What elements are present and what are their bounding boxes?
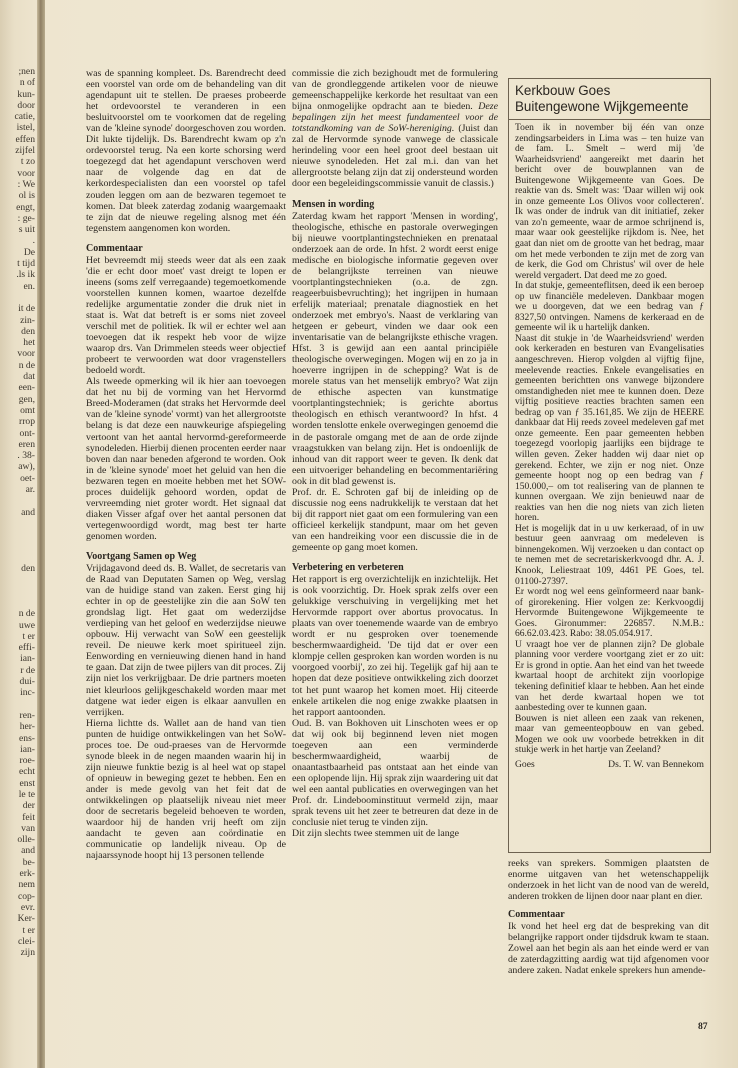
prev-page-fragment: effen bbox=[15, 133, 35, 145]
section-heading: Voortgang Samen op Weg bbox=[86, 550, 197, 562]
prev-page-fragment: dui- bbox=[19, 676, 35, 688]
prev-page-fragment: gen, bbox=[18, 393, 35, 405]
box-title bbox=[509, 79, 710, 120]
prev-page-fragment: door bbox=[17, 99, 35, 111]
paragraph: Zaterdag kwam het rapport 'Mensen in wording', theologische, ethische en pastorale overwegingen bij nieuwe voortplantingstechnieken en prenataal onderzoek aan de orde. In hfst. 2 wordt eerst enige medische en biologische informatie gegeven over de belangrijkste terreinen van nieuwe voortplantingstechnieken (o.a. de zgn. reageerbuisbevruchting); het ingrijpen in humaan erfelijk materiaal; prenatale diagnostiek en het onderzoek met embryo's. Naast de verklaring van hetgeen er gebeurt, vinden we daar ook een inventarisatie van de belangrijkste ethische vragen. Hfst. 3 is gewijd aan een aantal principiële theologische overwegingen. Mogen wij en zo ja in hoeverre ingrijpen in de schepping? Wat is de morele status van het menselijk embryo? Wat zijn de ethische aspecten van kunstmatige voortplantingstechniek; is gerichte abortus theologisch en ethisch verantwoord? In hfst. 4 worden tenslotte enkele overwegingen genoemd die in de pastorale omgang met de aan de orde zijnde vraagstukken van belang zijn. Het is ondoenlijk de inhoud van dit rapport weer te geven. Ik denk dat een uitvoeriger behandeling en becommentariëring ook in dit blad gewenst is. bbox=[292, 210, 498, 487]
prev-page-fragment: be- bbox=[22, 856, 35, 868]
italic-text: Deze bepalingen zijn het meest fundamenteel voor de totstandkoming van de SoW-hereniging. bbox=[292, 101, 499, 135]
prev-page-fragment: t er bbox=[22, 630, 35, 642]
paragraph bbox=[292, 68, 498, 190]
prev-page-fragment: ens- bbox=[19, 732, 35, 744]
sidebar-box-kerkbouw bbox=[508, 78, 711, 853]
column-middle bbox=[292, 68, 498, 860]
paragraph: was de spanning kompleet. Ds. Barendrecht deed een voorstel van orde om de behandeling van dit agendapunt uit te stellen. De praeses probeerde het ordevoorstel te veranderen in een besluitvoorstel om te voorkomen dat de regeling van de 'kleine synode' doorgeschoven zou worden. Dit lukte tijdelijk. Ds. Barendrecht kwam op z'n ordevoorstel terug. Na een korte schorsing werd toegezegd dat het agendapunt verschoven werd naar de volgende dag en dat de kerkordespecialisten dan een voorstel op tafel zouden leggen om aan de bezwaren tegemoet te komen. Dat bleek zaterdag zodanig waargemaakt te zijn dat de nieuwe regeling alsnog met één tegenstem aangenomen kon worden. bbox=[86, 68, 286, 234]
prev-page-fragment: ian- bbox=[20, 653, 35, 665]
prev-page-fragment: ol is bbox=[18, 190, 35, 202]
prev-page-fragment: t tijd bbox=[17, 258, 35, 270]
prev-page-fragment: feit bbox=[22, 811, 35, 823]
prev-page-fragment: inc- bbox=[20, 687, 35, 699]
previous-page-margin bbox=[0, 66, 35, 959]
prev-page-fragment: zijfel bbox=[15, 145, 35, 157]
prev-page-fragment: nem bbox=[18, 879, 35, 891]
box-body bbox=[509, 120, 710, 770]
signature-place: Goes bbox=[515, 758, 535, 770]
prev-page-fragment: aw), bbox=[18, 461, 35, 473]
prev-page-fragment: : We bbox=[17, 178, 35, 190]
prev-page-fragment: ian- bbox=[20, 743, 35, 755]
prev-page-fragment: le te bbox=[18, 789, 35, 800]
prev-page-fragment: der bbox=[22, 800, 35, 812]
prev-page-fragment bbox=[0, 540, 35, 551]
paragraph: Het rapport is erg overzichtelijk en inzichtelijk. Het is ook voorzichtig. Dr. Hoek sprak zelfs over een gelukkige verschuiving in vergelijking met het Hervormde rapport over abortus provocatus. In plaats van over toenemende waarde van de embryo wordt er nu gesproken over toenemende beschermwaardigheid. 'De tijd dat er over een klompje cellen gesproken kan worden worden is nu voorgoed voorbij', zo zei hij. Tegelijk gaf hij aan te hopen dat deze positieve ontwikkeling zich doorzet tot het punt waarop het komen moet. Hij citeerde enkele artikelen die nog enige zwakke plaatsen in het rapport aantoonden. bbox=[292, 574, 498, 718]
prev-page-fragment: Ker- bbox=[17, 913, 35, 925]
prev-page-fragment: omt bbox=[20, 404, 35, 416]
box-title-line: Kerkbouw Goes bbox=[515, 83, 611, 98]
prev-page-fragment: n of bbox=[19, 77, 35, 89]
prev-page-fragment: it de bbox=[18, 303, 35, 315]
prev-page-fragment: n de bbox=[18, 359, 35, 371]
paragraph: In dat stukje, gemeenteflitsen, deed ik een beroep op uw financiële medeleven. Dankbaar mogen we u doorgeven, dat we een bedrag van ƒ 8327,50 ontvingen. Namens de kerkeraad en de gemeente wil ik u hartelijk danken. bbox=[515, 280, 705, 334]
prev-page-fragment bbox=[0, 518, 35, 529]
prev-page-fragment: het bbox=[23, 337, 35, 349]
column-right-bottom bbox=[508, 858, 709, 976]
prev-page-fragment: and bbox=[21, 845, 35, 857]
paragraph: reeks van sprekers. Sommigen plaatsten de enorme uitgaven van het wetenschappelijk onderzoek in het licht van de nood van de wereld, anderen trokken de lijnen door naar plant en dier. bbox=[508, 858, 709, 903]
prev-page-fragment: voor bbox=[17, 348, 35, 360]
prev-page-fragment: engt, bbox=[16, 201, 35, 213]
prev-page-fragment: en. bbox=[23, 280, 35, 292]
prev-page-fragment: kun- bbox=[17, 88, 35, 100]
prev-page-fragment: n de bbox=[18, 608, 35, 620]
prev-page-fragment: istel, bbox=[16, 122, 35, 134]
prev-page-fragment: den bbox=[21, 325, 35, 337]
section-heading: Verbetering en verbeteren bbox=[292, 562, 404, 574]
paragraph: Als tweede opmerking wil ik hier aan toevoegen dat het nu bij de vorming van het Hervormd Breed-Moderamen (dat straks het Hervormde deel van de 'kleine synode' vormt) van het allergrootste belang is dat deze een nauwkeurige afspiegeling vertoont van het aantal hervormd-gereformeerde synodeleden. Hierbij dienen procenten eerder naar boven dan naar beneden afgerond te worden. Ook in de 'kleine synode' moet het geluid van hen die bezwaren tegen en moeite hebben met het SOW-proces duidelijk gehoord worden, opdat de vervreemding niet groter wordt. Het signaal dat diaken Visser afgaf over het aantal personen dat vertegenwoordigd wordt, mag best ter harte genomen worden. bbox=[86, 376, 286, 542]
paragraph: Dit zijn slechts twee stemmen uit de lange bbox=[292, 828, 460, 840]
prev-page-fragment: effi- bbox=[18, 642, 35, 654]
text-run: commissie die zich bezighoudt met de formulering van de grondleggende artikelen voor de nieuwe gemeenschappelijke kerkorde het resultaat van een bijna onmogelijke opdracht aan te bieden. bbox=[292, 68, 498, 113]
section-heading: Mensen in wording bbox=[292, 198, 375, 210]
prev-page-fragment: zijn bbox=[20, 947, 35, 959]
signature bbox=[515, 760, 704, 771]
section-heading: Commentaar bbox=[86, 242, 143, 254]
signature-author: Ds. T. W. van Bennekom bbox=[608, 758, 704, 770]
prev-page-fragment: clei- bbox=[17, 935, 35, 947]
prev-page-fragment: den bbox=[21, 563, 35, 575]
prev-page-fragment: evr. bbox=[20, 901, 35, 913]
prev-page-fragment: catie, bbox=[14, 111, 35, 123]
prev-page-fragment: roe- bbox=[19, 755, 35, 767]
prev-page-fragment: een- bbox=[18, 382, 35, 394]
paragraph: Er wordt nog wel eens geïnformeerd naar bank- of girorekening. Hier volgen ze: Kerkvoogdij Hervormde Buitengewone Wijkgemeente te Goes. Gironummer: 226857. N.M.B.: 66.62.03.423. Rabo: 38.05.054.917. bbox=[515, 586, 704, 640]
paragraph: Prof. dr. E. Schroten gaf bij de inleiding op de discussie nog eens nadrukkelijk te verstaan dat het bij dit rapport niet gaat om een formulering van een officieel kerkelijk standpunt, maar om het geven van een handreiking voor een discussie die in de gemeente op gang moet komen. bbox=[292, 486, 498, 553]
prev-page-fragment bbox=[0, 529, 35, 540]
prev-page-fragment bbox=[0, 699, 35, 710]
prev-page-fragment: van bbox=[21, 822, 35, 834]
prev-page-fragment: t er bbox=[22, 924, 35, 936]
prev-page-fragment: dat bbox=[23, 371, 35, 383]
prev-page-fragment: cop- bbox=[17, 890, 35, 902]
paragraph: Bouwen is niet alleen een zaak van rekenen, maar van gemeenteopbouw en van gebed. Mogen we ook uw voorbede betrekken in dit stukje werk in het hartje van Zeeland? bbox=[515, 712, 704, 756]
prev-page-fragment: eren bbox=[18, 438, 35, 450]
prev-page-fragment: . 38- bbox=[17, 450, 35, 462]
prev-page-fragment: ren- bbox=[19, 709, 35, 721]
paragraph: Het is mogelijk dat in u uw kerkeraad, of in uw bestuur geen aanvraag om medeleven is binnengekomen. Wij verzoeken u dan contact op te nemen met de secretariskerkvoogd dhr. A. J. Knook, Leliestraat 109, 4461 PE Goes, tel. 01100-27397. bbox=[515, 522, 704, 587]
prev-page-fragment bbox=[0, 552, 35, 563]
prev-page-fragment: ;nen bbox=[18, 66, 35, 77]
prev-page-fragment: erk- bbox=[19, 868, 35, 880]
prev-page-fragment: zin- bbox=[20, 314, 35, 326]
column-left bbox=[86, 68, 286, 861]
prev-page-fragment: her- bbox=[19, 721, 35, 733]
prev-page-fragment bbox=[0, 292, 35, 303]
prev-page-fragment: uwe bbox=[19, 619, 35, 631]
prev-page-fragment: voor bbox=[17, 167, 35, 179]
prev-page-fragment: .ls ik bbox=[16, 269, 35, 281]
paragraph: Oud. B. van Bokhoven uit Linschoten wees er op dat wij ook bij beginnend leven niet mogen toegeven aan een verminderde beschermwaardigheid, waarbij de onaantastbaarheid pas ontstaat aan het einde van een oplopende lijn. Hij sprak zijn waardering uit dat wel een aantal publicaties en overwegingen van het Prof. dr. Lindeboominstituut vermeld zijn, maar sprak tevens uit het zeer te betreuren dat deze in de conclusie niet terug te vinden zijn. bbox=[292, 717, 498, 829]
paragraph: Ik vond het heel erg dat de bespreking van dit belangrijke rapport onder tijdsdruk kwam te staan. Zowel aan het begin als aan het einde werd er van de zaterdagzitting aardig wat tijd afgenomen voor andere zaken. Nadat enkele sprekers hun amende- bbox=[508, 921, 709, 977]
prev-page-fragment: : ge- bbox=[17, 212, 35, 224]
section-heading: Commentaar bbox=[508, 909, 565, 921]
prev-page-fragment: rrop bbox=[19, 416, 35, 428]
prev-page-fragment: oet- bbox=[20, 472, 35, 484]
prev-page-fragment: echt bbox=[19, 766, 35, 778]
text-run: (Juist dan zal de Hervormde synode vanwege de classicale herindeling voor een heel groot deel bestaan uit nieuwe synodeleden. Het zal m.i. dan van het allergrootste belang zijn dat zij ondersteund worden door een begeleidingscommissie vanuit de classis.) bbox=[292, 123, 498, 190]
paragraph: U vraagt hoe ver de plannen zijn? De globale planning voor verdere voortgang ziet er zo uit: Er is grond in optie. Aan het eind van het tweede kwartaal hoopt de architekt zijn voorlopige tekening definitief klaar te hebben. Aan het einde van het derde kwartaal hopen we tot aanbesteding over te kunnen gaan. bbox=[515, 638, 704, 714]
prev-page-fragment: s uit bbox=[18, 224, 35, 236]
prev-page-fragment: ont- bbox=[19, 427, 35, 439]
paragraph: Het bevreemdt mij steeds weer dat als een zaak 'die er echt door moet' vast dreigt te lopen er ineens (soms zelf verregaande) tegemoetkomende voorstellen kunnen komen, waartoe dezelfde redelijke argumentatie zonder die druk niet in staat is. Wat dat betreft is er soms niet zoveel verschil met de politiek. Ik wil er echter wel aan toevoegen dat ik respekt heb voor de wijze waarop drs. Van Drimmelen steeds weer objectief probeert te verwoorden wat door vragenstellers bedoeld wordt. bbox=[86, 254, 286, 377]
prev-page-fragment: enst bbox=[19, 777, 35, 789]
paragraph: Vrijdagavond deed ds. B. Wallet, de secretaris van de Raad van Deputaten Samen op Weg, verslag van de huidige stand van zaken. Eerst ging hij echter in op de geestelijke zin die aan SoW ten grondslag ligt. Het gaat om wederzijdse verdieping van het geloof en wederzijdse nieuwe opbouw. Hij verwacht van SoW een geestelijk reveil. De nieuwe kerk moet spiritueel zijn. Eenwording en vernieuwing dienen hand in hand te gaan. Dat zijn de twee pijlers van dit proces. Zij zijn niet los verkrijgbaar. De drie partners moeten niet kleurloos gelijkgeschakeld worden maar met datgene wat ieder eigen is elkaar aanvullen en verrijken. bbox=[86, 563, 286, 718]
page-gutter bbox=[37, 0, 45, 1068]
prev-page-fragment: t zo bbox=[20, 156, 35, 168]
paragraph: Hierna lichtte ds. Wallet aan de hand van tien punten de huidige ontwikkelingen van het SoW-proces toe. De oud-praeses van de Hervormde synode bleek in de negen maanden waarin hij in zijn nieuwe funktie bezig is al heel wat op stapel of opnieuw in beweging gezet te hebben. Een en ander is mede gevolg van het feit dat de ontwikkelingen op plaatselijk niveau niet meer door de secretaris begeleid behoeven te worden, waardoor hij de handen vrij heeft om zijn aandacht te geven aan coördinatie en communicatie op landelijk niveau. Op de najaarssynode hoopt hij 13 personen tellende bbox=[86, 717, 286, 862]
paragraph: Naast dit stukje in 'de Waarheidsvriend' werden ook kerkeraden en besturen van Evangelisaties aangeschreven. Hierop volgden al vijftig fijne, meelevende reacties. Enkele evangelisaties en gemeenten berichtten ons vanwege bijzondere omstandigheden niet mee te kunnen doen. Deze vijftig positieve reacties brachten samen een bedrag op van ƒ 35.161,85. We zijn de HEERE dankbaar dat Hij reeds zoveel medeleven gaf met onze gemeente. Een paar gemeenten hebben toegezegd voorlopig jaarlijks een bijdrage te willen geven. Zeker hadden wij daar niet op gerekend. Echter, we zijn er nog niet. Onze gemeente hoopt nog op een bedrag van ƒ 150.000,– om tot realisering van de plannen te kunnen overgaan. We zijn benieuwd naar de reakties van hen die nog niets van zich lieten horen. bbox=[515, 332, 704, 524]
prev-page-fragment: ar. bbox=[25, 483, 35, 495]
prev-page-fragment: and bbox=[21, 506, 35, 518]
prev-page-fragment: olle- bbox=[17, 834, 35, 846]
prev-page-fragment bbox=[0, 574, 35, 585]
page-number: 87 bbox=[698, 1021, 708, 1032]
prev-page-fragment: De bbox=[23, 246, 35, 258]
prev-page-fragment bbox=[0, 597, 35, 608]
prev-page-fragment: . bbox=[32, 235, 35, 247]
box-title-line: Buitengewone Wijkgemeente bbox=[515, 98, 689, 114]
prev-page-fragment bbox=[0, 495, 35, 506]
prev-page-fragment: r de bbox=[20, 664, 35, 676]
prev-page-fragment bbox=[0, 586, 35, 597]
paragraph: Toen ik in november bij één van onze zendingsarbeiders in Lima was – ten huize van de fam. L. Smelt – werd mij 'de Waarheidsvriend' aangereikt met daarin het bericht over de bouwplannen van de Buitengewone Wijkgemeente van Goes. De reaktie van ds. Smelt was: 'Daar willen wij ook in onze gemeente Los Olivos voor collecteren'. Ik was onder de indruk van dit initiatief, zeker van zo'n gemeente, waar de armoe schrijnend is, maar waar ook geestelijke rijkdom is. Nee, het gaat dan niet om de grootte van het bedrag, maar om het mede verbonden te zijn met de zorg van de kerk, die God om Christus' wil over de hele wereld vergadert. Dat deed me zo goed. bbox=[515, 122, 704, 281]
